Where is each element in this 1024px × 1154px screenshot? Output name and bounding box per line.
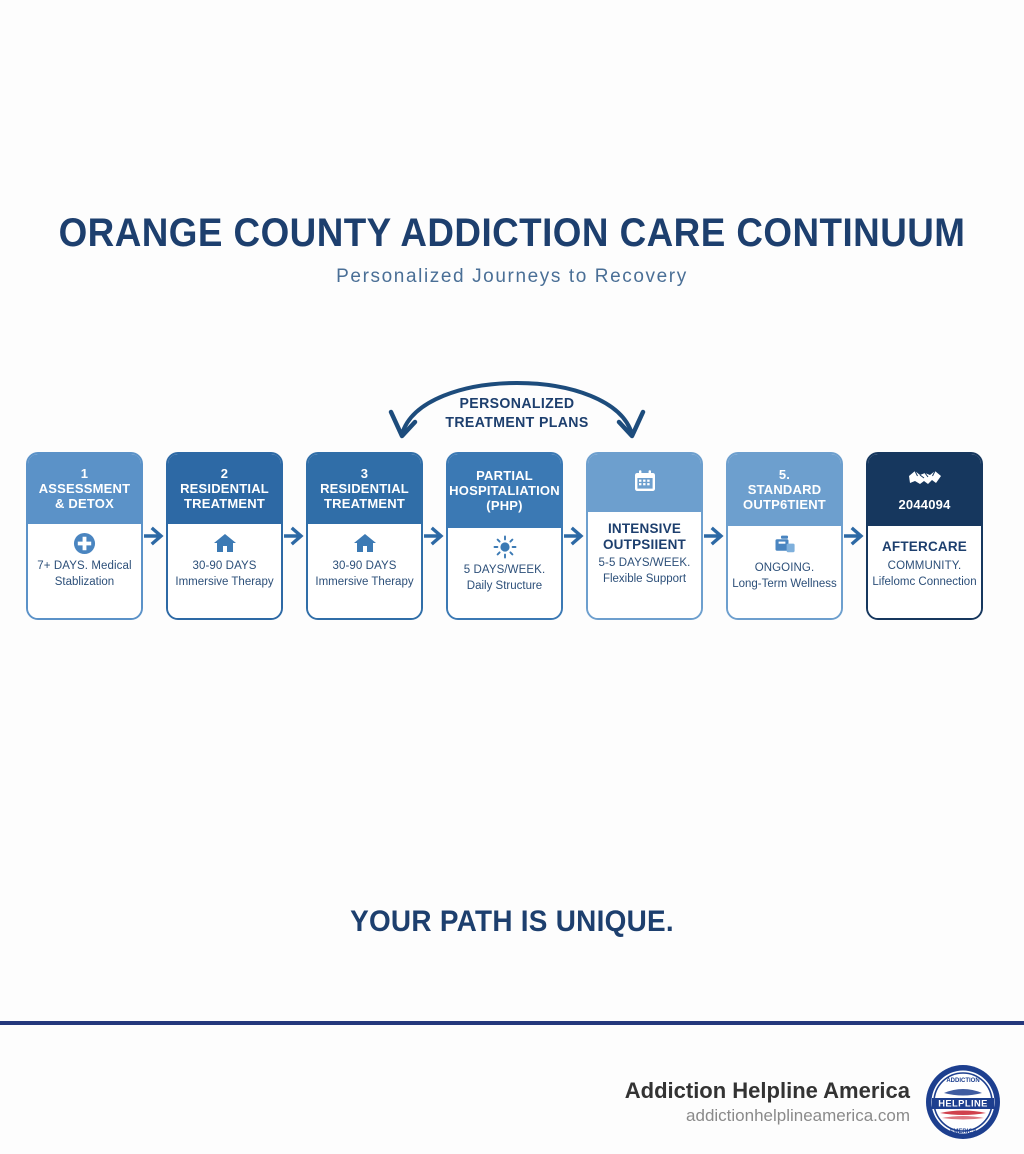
card-desc-line2: Immersive Therapy: [175, 576, 274, 589]
right-arrow-icon: [564, 525, 586, 547]
page-title: ORANGE COUNTY ADDICTION CARE CONTINUUM: [58, 211, 966, 255]
card-description: [729, 560, 840, 592]
flow-connector-5: [703, 452, 726, 620]
card-head-line1: PARTIAL: [476, 467, 533, 483]
flow-connector-2: [283, 452, 306, 620]
page-subtitle: Personalized Journeys to Recovery: [336, 266, 688, 287]
header-block: [0, 212, 1024, 288]
tagline: YOUR PATH IS UNIQUE.: [350, 905, 674, 938]
house-icon: [353, 530, 377, 556]
house-icon: [213, 530, 237, 556]
card-desc-line1: 30-90 DAYS: [332, 560, 397, 572]
card-number: 2: [220, 465, 229, 481]
card-desc-line1: 5-5 DAYS/WEEK.: [598, 557, 691, 570]
care-continuum-flow: [26, 452, 1004, 624]
flow-card-partial-hospitalization[interactable]: [446, 452, 563, 620]
card-head-line1: RESIDENTIAL: [320, 480, 409, 496]
card-head-line2: TREATMENT: [184, 496, 265, 512]
brand-url[interactable]: addictionhelplineamerica.com: [686, 1105, 910, 1125]
card-desc-line1: 30-90 DAYS: [192, 560, 257, 572]
card-head-line2: HOSPITALIATION: [449, 482, 560, 498]
card-body-title: AFTERCARE: [881, 539, 968, 554]
card-desc-line1: ONGOING.: [754, 562, 815, 574]
medical-cross-icon: [73, 530, 96, 556]
flow-card-residential-treatment-3[interactable]: [306, 452, 423, 620]
card-description: [172, 558, 276, 590]
card-number: 3: [360, 465, 369, 481]
card-number: 2044094: [898, 496, 951, 512]
card-description: [869, 558, 979, 590]
flow-connector-4: [563, 452, 586, 620]
svg-text:HELPLINE: HELPLINE: [938, 1097, 988, 1109]
card-desc-line2: Daily Structure: [466, 580, 543, 593]
flow-card-aftercare[interactable]: [866, 452, 983, 620]
card-description: [34, 558, 134, 590]
card-desc-line2: Flexible Support: [602, 573, 687, 586]
footer: [0, 1050, 1024, 1154]
footer-text-block: [625, 1077, 910, 1127]
card-body-title-line1: INTENSIVE: [607, 521, 682, 536]
card-head-line2: & DETOX: [55, 496, 114, 512]
footer-divider: [0, 1021, 1024, 1025]
sun-icon: [493, 534, 517, 560]
card-number: 5.: [778, 466, 791, 482]
brand-name: Addiction Helpline America: [624, 1078, 910, 1104]
card-desc-line1: 7+ DAYS. Medical: [37, 560, 132, 572]
briefcase-icon: [773, 532, 797, 558]
card-head-line1: STANDARD: [747, 481, 822, 497]
card-description: [596, 555, 694, 587]
card-number: 1: [80, 465, 89, 481]
addiction-helpline-america-badge-logo: [924, 1063, 1002, 1141]
flow-card-standard-outpatient[interactable]: [726, 452, 843, 620]
card-desc-line2: Long-Term Wellness: [732, 578, 837, 591]
card-desc-line2: Lifelomc Connection: [872, 575, 977, 588]
card-desc-line2: Stablization: [54, 576, 115, 589]
right-arrow-icon: [704, 525, 726, 547]
arc-label: [390, 395, 644, 433]
right-arrow-icon: [844, 525, 866, 547]
arc-label-line1: PERSONALIZED: [459, 395, 575, 412]
flow-card-intensive-outpatient[interactable]: [586, 452, 703, 620]
right-arrow-icon: [424, 525, 446, 547]
card-head-line3: (PHP): [486, 498, 523, 514]
personalized-treatment-arc: [382, 352, 652, 447]
right-arrow-icon: [144, 525, 166, 547]
svg-text:AMERICA: AMERICA: [949, 1129, 977, 1135]
card-head-line1: ASSESSMENT: [38, 480, 131, 496]
card-body-title-line2: OUTPSIIENT: [602, 536, 686, 552]
right-arrow-icon: [284, 525, 306, 547]
card-desc-line1: COMMUNITY.: [887, 559, 962, 572]
svg-text:ADDICTION: ADDICTION: [946, 1078, 980, 1084]
card-description: [312, 558, 416, 590]
flow-card-residential-treatment-2[interactable]: [166, 452, 283, 620]
arc-label-line2: TREATMENT PLANS: [445, 413, 589, 431]
calendar-icon: [632, 468, 658, 497]
flow-connector-6: [843, 452, 866, 620]
card-head-line2: TREATMENT: [324, 496, 405, 512]
card-head-line1: RESIDENTIAL: [180, 480, 269, 496]
card-description: [461, 562, 549, 594]
handshake-icon: [907, 467, 943, 494]
card-desc-line1: 5 DAYS/WEEK.: [463, 564, 546, 576]
flow-card-assessment-detox[interactable]: [26, 452, 143, 620]
card-head-line2: OUTP6TIENT: [743, 497, 826, 513]
card-desc-line2: Immersive Therapy: [315, 576, 414, 589]
card-body-title: [603, 521, 686, 552]
flow-connector-3: [423, 452, 446, 620]
flow-connector-1: [143, 452, 166, 620]
